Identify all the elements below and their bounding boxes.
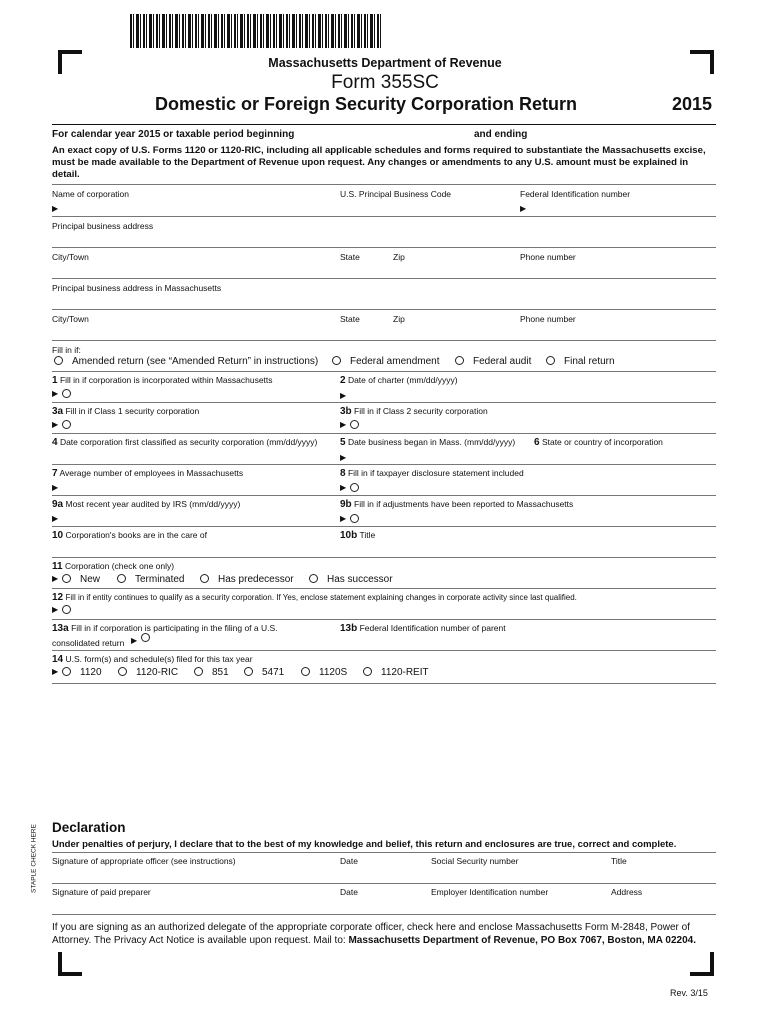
footer-text — [52, 921, 720, 947]
rule — [52, 495, 716, 496]
corner-mark-bottom-left — [58, 952, 82, 976]
state-label: State — [340, 252, 360, 262]
title-label: Title — [611, 856, 627, 866]
federal-amendment-radio[interactable] — [332, 356, 341, 365]
line-1-radio[interactable] — [62, 389, 71, 398]
city-label: City/Town — [52, 252, 89, 262]
line-6-number: 6 — [534, 437, 540, 448]
corner-mark-bottom-right — [690, 952, 714, 976]
line-11-number: 11 — [52, 561, 63, 572]
notice-text: An exact copy of U.S. Forms 1120 or 1120-RIC, including all applicable schedules and forms required to substantiate the Massachusetts excise, must be made available to the Department of Revenue upon request. Any changes or amendments to any U.S. amount must be explained in detail. — [52, 145, 706, 180]
arrow-icon: ▶ — [340, 514, 347, 523]
rule — [52, 278, 716, 279]
final-return-label: Final return — [564, 356, 615, 367]
line-8-label: Fill in if taxpayer disclosure statement included — [347, 468, 524, 478]
line-7-label: Average number of employees in Massachusetts — [59, 468, 244, 478]
line-1-label: Fill in if corporation is incorporated within Massachusetts — [59, 375, 273, 385]
line-11-label: Corporation (check one only) — [64, 561, 175, 571]
arrow-icon: ▶ — [52, 483, 59, 492]
arrow-icon: ▶ — [52, 389, 59, 398]
arrow-icon: ▶ — [340, 391, 347, 400]
form-5471-radio[interactable] — [244, 667, 253, 676]
line-3b-number: 3b — [340, 406, 352, 417]
arrow-icon: ▶ — [52, 574, 59, 583]
arrow-icon: ▶ — [52, 514, 59, 523]
line-11-new-radio[interactable] — [62, 574, 71, 583]
rule — [52, 433, 716, 434]
line-12-label: Fill in if entity continues to qualify as a security corporation. If Yes, enclose statement explaining changes in corporate activity since last qualified. — [65, 593, 577, 602]
form-1120s-radio[interactable] — [301, 667, 310, 676]
zip-label: Zip — [393, 314, 405, 324]
line-14-option: 851 — [212, 667, 229, 678]
period-begin-label: For calendar year 2015 or taxable period beginning — [52, 129, 295, 140]
line-11-option: Has successor — [327, 574, 393, 585]
mail-to-address: Massachusetts Department of Revenue, PO Box 7067, Boston, MA 02204. — [348, 935, 696, 946]
ein-label: Employer Identification number — [431, 887, 549, 897]
line-8-radio[interactable] — [350, 483, 359, 492]
arrow-icon: ▶ — [52, 605, 59, 614]
arrow-icon: ▶ — [340, 453, 347, 462]
line-4-number: 4 — [52, 437, 58, 448]
form-1120-reit-radio[interactable] — [363, 667, 372, 676]
zip-label: Zip — [393, 252, 405, 262]
rule — [52, 184, 716, 185]
line-14-option: 1120S — [319, 667, 348, 678]
line-12-number: 12 — [52, 592, 64, 603]
form-1120-radio[interactable] — [62, 667, 71, 676]
line-9b-label: Fill in if adjustments have been reported to Massachusetts — [354, 499, 574, 509]
line-3b-radio[interactable] — [350, 420, 359, 429]
principal-address-label: Principal business address — [52, 221, 154, 231]
line-14-option: 1120-REIT — [381, 667, 429, 678]
line-13a-number: 13a — [52, 623, 69, 634]
line-9b-number: 9b — [340, 499, 352, 510]
form-1120-ric-radio[interactable] — [118, 667, 127, 676]
line-2-label: Date of charter (mm/dd/yyyy) — [347, 375, 458, 385]
line-11-option: Has predecessor — [218, 574, 294, 585]
final-return-radio[interactable] — [546, 356, 555, 365]
line-3b-label: Fill in if Class 2 security corporation — [354, 406, 488, 416]
rule — [52, 914, 716, 915]
arrow-icon: ▶ — [52, 667, 59, 676]
rule — [52, 371, 716, 372]
amended-return-label: Amended return (see “Amended Return” in instructions) — [72, 356, 319, 367]
rule — [52, 247, 716, 248]
line-11-option: Terminated — [135, 574, 185, 585]
federal-audit-label: Federal audit — [473, 356, 532, 367]
rule — [52, 340, 716, 341]
city-label: City/Town — [52, 314, 89, 324]
date-label: Date — [340, 856, 358, 866]
line-13b-number: 13b — [340, 623, 358, 634]
line-6-label: State or country of incorporation — [541, 437, 663, 447]
line-12-radio[interactable] — [62, 605, 71, 614]
officer-signature-label: Signature of appropriate officer (see instructions) — [52, 856, 236, 866]
form-year: 2015 — [672, 94, 713, 114]
line-14-option: 5471 — [262, 667, 285, 678]
line-5-number: 5 — [340, 437, 346, 448]
line-10b-number: 10b — [340, 530, 358, 541]
line-9a-number: 9a — [52, 499, 64, 510]
federal-audit-radio[interactable] — [455, 356, 464, 365]
line-9b-radio[interactable] — [350, 514, 359, 523]
line-4-label: Date corporation first classified as security corporation (mm/dd/yyyy) — [59, 437, 318, 447]
state-label: State — [340, 314, 360, 324]
line-13b-label: Federal Identification number of parent — [359, 623, 506, 633]
rule — [52, 464, 716, 465]
line-8-number: 8 — [340, 468, 346, 479]
preparer-signature-label: Signature of paid preparer — [52, 887, 151, 897]
rule — [52, 402, 716, 403]
rule — [52, 216, 716, 217]
form-number: Form 355SC — [331, 72, 439, 93]
footer-instructions: If you are signing as an authorized delegate of the appropriate corporate officer, check here and enclose Massachusetts Form M-2848, Power of Attorney. The Privacy Act Notice is available upon request. Mail to: — [52, 922, 690, 946]
rule — [52, 124, 716, 125]
arrow-icon: ▶ — [52, 420, 59, 429]
phone-label: Phone number — [520, 252, 576, 262]
line-7-number: 7 — [52, 468, 58, 479]
arrow-icon: ▶ — [52, 204, 59, 213]
revision-date: Rev. 3/15 — [670, 988, 708, 998]
line-3a-number: 3a — [52, 406, 64, 417]
phone-label: Phone number — [520, 314, 576, 324]
arrow-icon: ▶ — [340, 420, 347, 429]
rule — [52, 588, 716, 589]
name-of-corporation-label: Name of corporation — [52, 189, 130, 199]
staple-check-here: STAPLE CHECK HERE — [30, 824, 38, 893]
declaration-heading: Declaration — [52, 820, 126, 835]
fill-in-label: Fill in if: — [52, 345, 81, 355]
line-13a-label-2: consolidated return — [52, 638, 125, 648]
amended-return-radio[interactable] — [54, 356, 63, 365]
line-9a-label: Most recent year audited by IRS (mm/dd/yyyy) — [65, 499, 241, 509]
line-3a-radio[interactable] — [62, 420, 71, 429]
line-2-number: 2 — [340, 375, 346, 386]
line-14-number: 14 — [52, 654, 64, 665]
rule — [52, 557, 716, 558]
rule — [52, 852, 716, 853]
rule — [52, 683, 716, 684]
line-11-option: New — [80, 574, 101, 585]
address-label: Address — [611, 887, 643, 897]
form-851-radio[interactable] — [194, 667, 203, 676]
line-3a-label: Fill in if Class 1 security corporation — [65, 406, 200, 416]
date-label: Date — [340, 887, 358, 897]
federal-amendment-label: Federal amendment — [350, 356, 440, 367]
arrow-icon: ▶ — [131, 636, 138, 645]
fein-label: Federal Identification number — [520, 189, 631, 199]
line-10b-label: Title — [359, 530, 376, 540]
declaration-text: Under penalties of perjury, I declare that to the best of my knowledge and belief, this return and enclosures are true, correct and complete. — [52, 839, 677, 850]
line-11-predecessor-radio[interactable] — [200, 574, 209, 583]
rule — [52, 619, 716, 620]
ssn-label: Social Security number — [431, 856, 519, 866]
rule — [52, 309, 716, 310]
line-14-option: 1120-RIC — [136, 667, 179, 678]
line-1-number: 1 — [52, 375, 58, 386]
rule — [52, 650, 716, 651]
arrow-icon: ▶ — [340, 483, 347, 492]
form-title: Domestic or Foreign Security Corporation Return — [155, 94, 578, 114]
period-end-label: and ending — [474, 129, 528, 140]
barcode — [130, 14, 382, 48]
line-13a-radio[interactable] — [141, 633, 150, 642]
line-13a-label: Fill in if corporation is participating in the filing of a U.S. — [71, 623, 278, 633]
line-14-option: 1120 — [80, 667, 102, 678]
line-10-number: 10 — [52, 530, 64, 541]
rule — [52, 883, 716, 884]
line-11-successor-radio[interactable] — [309, 574, 318, 583]
line-14-label: U.S. form(s) and schedule(s) filed for this tax year — [65, 654, 253, 664]
line-11-terminated-radio[interactable] — [117, 574, 126, 583]
ma-address-label: Principal business address in Massachusetts — [52, 283, 222, 293]
line-10-label: Corporation's books are in the care of — [65, 530, 207, 540]
department-name: Massachusetts Department of Revenue — [268, 56, 502, 70]
rule — [52, 526, 716, 527]
line-5-label: Date business began in Mass. (mm/dd/yyyy) — [347, 437, 516, 447]
principal-code-label: U.S. Principal Business Code — [340, 189, 452, 199]
arrow-icon: ▶ — [520, 204, 527, 213]
